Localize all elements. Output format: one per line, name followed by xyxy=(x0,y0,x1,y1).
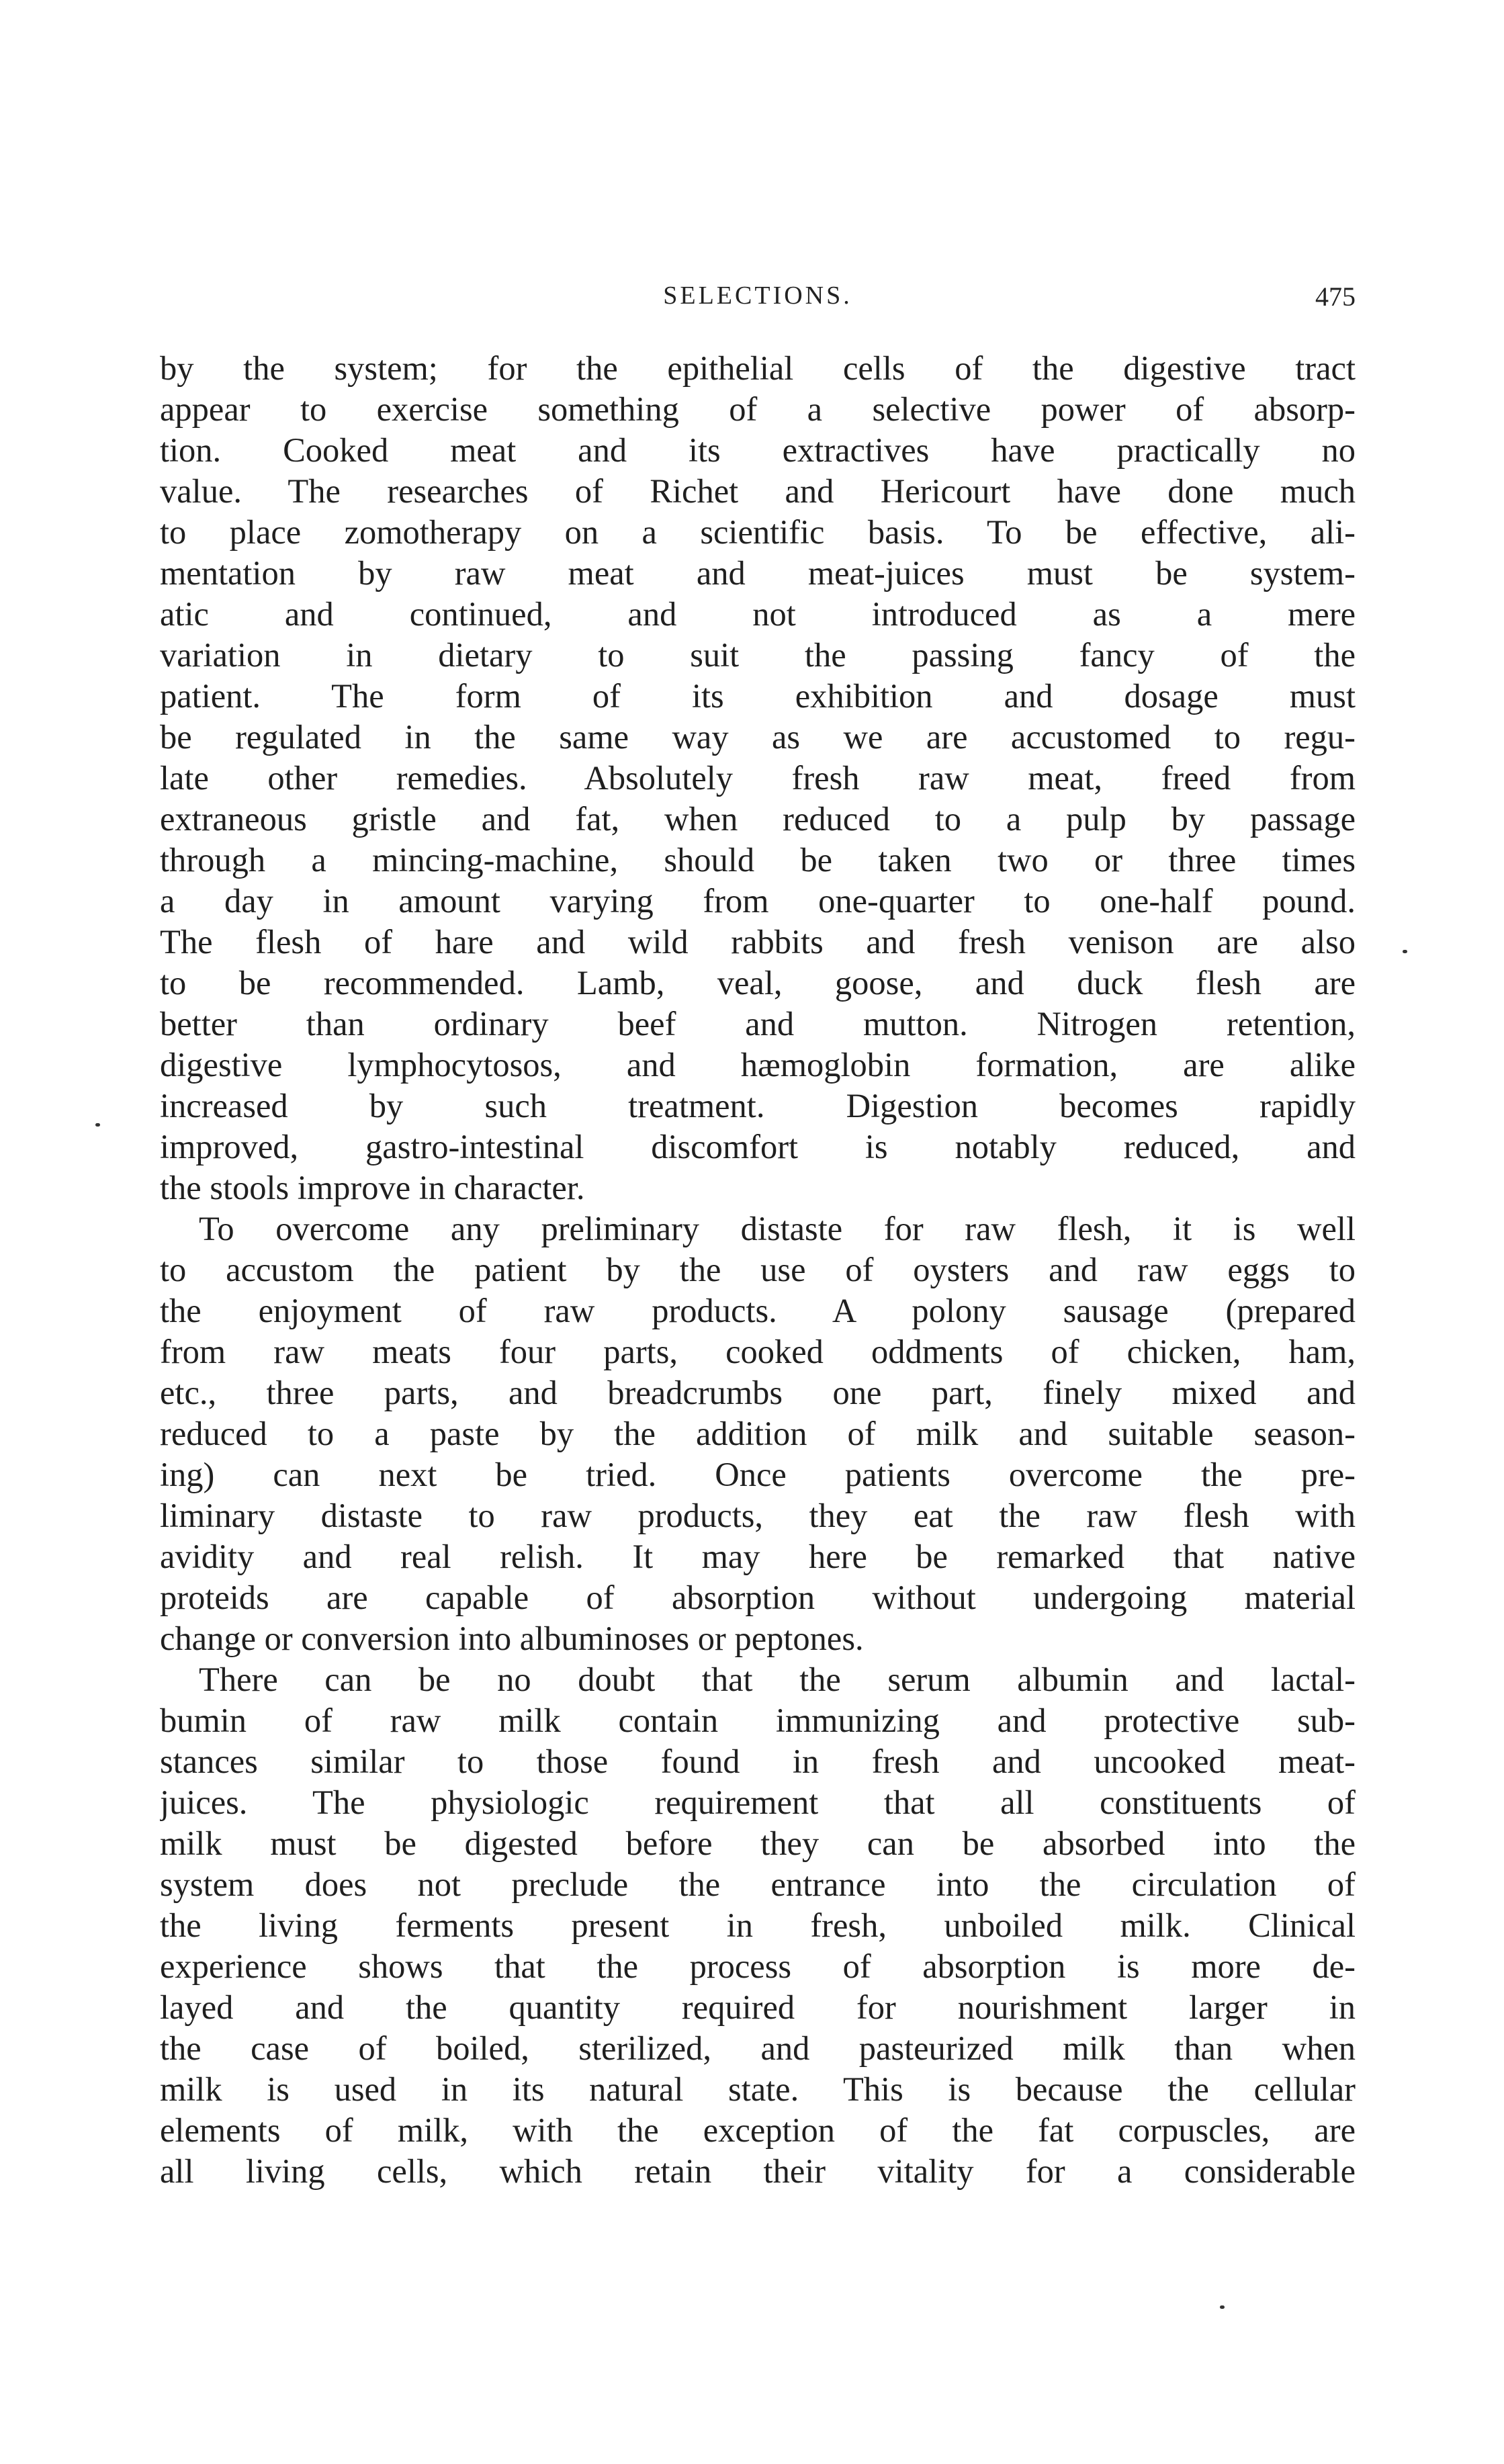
text-line: the enjoyment of raw products. A polony sausage (prepared xyxy=(160,1292,1356,1329)
text-line: variation in dietary to suit the passing fancy of the xyxy=(160,636,1356,674)
text-line: milk is used in its natural state. This is because the cellular xyxy=(160,2070,1356,2108)
running-head xyxy=(160,281,1356,321)
text-line: juices. The physiologic requirement that all constituents of xyxy=(160,1784,1356,1821)
text-line: the case of boiled, sterilized, and pasteurized milk than when xyxy=(160,2029,1356,2067)
text-line: There can be no doubt that the serum albumin and lactal- xyxy=(199,1661,1356,1698)
margin-speck xyxy=(1403,950,1407,953)
text-line: by the system; for the epithelial cells of the digestive tract xyxy=(160,349,1356,387)
text-line: proteids are capable of absorption without undergoing material xyxy=(160,1579,1356,1616)
paragraph-3 xyxy=(160,1659,1356,2192)
margin-speck xyxy=(1220,2305,1225,2309)
text-line: be regulated in the same way as we are accustomed to regu- xyxy=(160,718,1356,756)
text-line: atic and continued, and not introduced as a mere xyxy=(160,595,1356,633)
text-line: experience shows that the process of absorption is more de- xyxy=(160,1947,1356,1985)
text-line: etc., three parts, and breadcrumbs one part, finely mixed and xyxy=(160,1374,1356,1411)
text-line: to accustom the patient by the use of oysters and raw eggs to xyxy=(160,1251,1356,1288)
text-line: avidity and real relish. It may here be remarked that native xyxy=(160,1538,1356,1575)
margin-speck xyxy=(95,1123,100,1127)
text-line: digestive lymphocytosos, and hæmoglobin formation, are alike xyxy=(160,1046,1356,1084)
text-line: through a mincing-machine, should be taken two or three times xyxy=(160,841,1356,879)
text-line: to place zomotherapy on a scientific basis. To be effective, ali- xyxy=(160,513,1356,551)
paragraph-2 xyxy=(160,1208,1356,1659)
text-line: ing) can next be tried. Once patients overcome the pre- xyxy=(160,1456,1356,1493)
text-line: layed and the quantity required for nourishment larger in xyxy=(160,1988,1356,2026)
text-line: to be recommended. Lamb, veal, goose, and duck flesh are xyxy=(160,964,1356,1002)
text-line: improved, gastro-intestinal discomfort is notably reduced, and xyxy=(160,1128,1356,1165)
text-line: the stools improve in character. xyxy=(160,1169,585,1206)
text-line: appear to exercise something of a selective power of absorp- xyxy=(160,390,1356,428)
text-line: tion. Cooked meat and its extractives have practically no xyxy=(160,431,1356,469)
running-title: SELECTIONS. xyxy=(663,281,852,310)
text-line: patient. The form of its exhibition and dosage must xyxy=(160,677,1356,715)
text-line: milk must be digested before they can be absorbed into the xyxy=(160,1824,1356,1862)
text-line: extraneous gristle and fat, when reduced to a pulp by passage xyxy=(160,800,1356,838)
text-line: change or conversion into albuminoses or peptones. xyxy=(160,1620,864,1657)
text-line: a day in amount varying from one-quarter to one-half pound. xyxy=(160,882,1356,920)
text-line: liminary distaste to raw products, they eat the raw flesh with xyxy=(160,1497,1356,1534)
text-line: late other remedies. Absolutely fresh raw meat, freed from xyxy=(160,759,1356,797)
paragraph-1 xyxy=(160,348,1356,1208)
text-line: from raw meats four parts, cooked oddments of chicken, ham, xyxy=(160,1333,1356,1370)
page-number: 475 xyxy=(1315,281,1356,312)
text-line: stances similar to those found in fresh and uncooked meat- xyxy=(160,1743,1356,1780)
text-line: increased by such treatment. Digestion becomes rapidly xyxy=(160,1087,1356,1125)
text-line: elements of milk, with the exception of the fat corpuscles, are xyxy=(160,2111,1356,2149)
text-line: all living cells, which retain their vitality for a considerable xyxy=(160,2152,1356,2190)
text-line: bumin of raw milk contain immunizing and protective sub- xyxy=(160,1702,1356,1739)
text-line: To overcome any preliminary distaste for raw flesh, it is well xyxy=(199,1210,1356,1247)
text-line: reduced to a paste by the addition of milk and suitable season- xyxy=(160,1415,1356,1452)
text-line: better than ordinary beef and mutton. Nitrogen retention, xyxy=(160,1005,1356,1043)
text-line: the living ferments present in fresh, unboiled milk. Clinical xyxy=(160,1906,1356,1944)
body-text xyxy=(160,348,1356,2192)
text-line: mentation by raw meat and meat-juices must be system- xyxy=(160,554,1356,592)
text-line: system does not preclude the entrance into the circulation of xyxy=(160,1865,1356,1903)
text-line: The flesh of hare and wild rabbits and fresh venison are also xyxy=(160,923,1356,961)
text-line: value. The researches of Richet and Hericourt have done much xyxy=(160,472,1356,510)
